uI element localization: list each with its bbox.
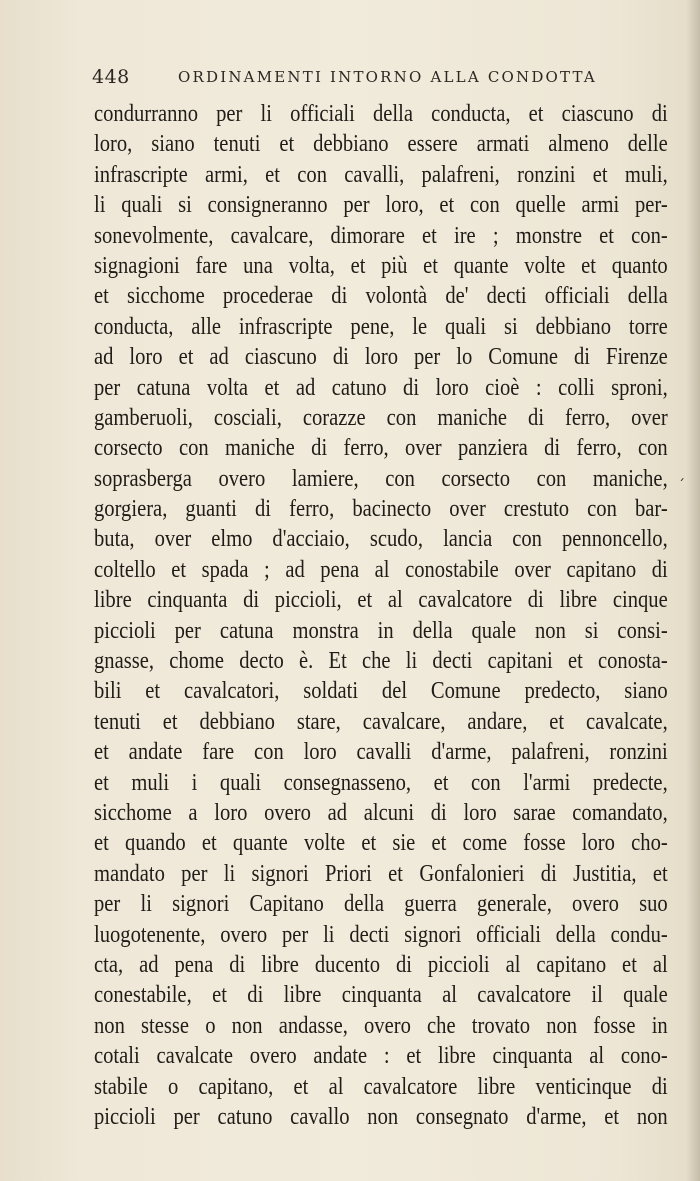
text-line: piccioli per catuna monstra in della quale non si consi- [94,616,668,644]
text-line: corsecto con maniche di ferro, over panziera di ferro, con [94,434,668,462]
text-line: infrascripte armi, et con cavalli, palafreni, ronzini et muli, [94,160,668,188]
page-edge-shadow [686,0,700,1181]
text-line: gorgiera, guanti di ferro, bacinecto over crestuto con bar- [94,495,668,523]
text-line: bili et cavalcatori, soldati del Comune predecto, siano [94,677,668,705]
text-line: gnasse, chome decto è. Et che li decti capitani et conosta- [94,647,668,675]
text-line: sonevolmente, cavalcare, dimorare et ire ; monstre et con- [94,221,668,249]
page-number: 448 [92,66,130,88]
text-line: cta, ad pena di libre ducento di piccioli al capitano et al [94,950,668,978]
margin-mark: ´ [678,478,685,494]
text-line: sicchome a loro overo ad alcuni di loro sarae comandato, [94,798,668,826]
text-line: et andate fare con loro cavalli d'arme, palafreni, ronzini [94,738,668,766]
text-line: ad loro et ad ciascuno di loro per lo Comune di Firenze [94,343,668,371]
text-line: et quando et quante volte et sie et come fosse loro cho- [94,829,668,857]
text-line: tenuti et debbiano stare, cavalcare, andare, et cavalcate, [94,707,668,735]
body-text [94,99,668,1132]
running-title: ORDINAMENTI INTORNO ALLA CONDOTTA [178,68,597,86]
text-line: li quali si consigneranno per loro, et con quelle armi per- [94,191,668,219]
text-line: et muli i quali consegnasseno, et con l'armi predecte, [94,768,668,796]
text-line: luogotenente, overo per li decti signori officiali della condu- [94,920,668,948]
text-line: per catuna volta et ad catuno di loro cioè : colli sproni, [94,373,668,401]
text-line: conducta, alle infrascripte pene, le quali si debbiano torre [94,312,668,340]
text-line: mandato per li signori Priori et Gonfalonieri di Justitia, et [94,859,668,887]
text-line: coltello et spada ; ad pena al conostabile over capitano di [94,555,668,583]
text-line: condurranno per li officiali della conducta, et ciascuno di [94,100,668,127]
text-line: loro, siano tenuti et debbiano essere armati almeno delle [94,130,668,158]
text-line: buta, over elmo d'acciaio, scudo, lancia con pennoncello, [94,525,668,553]
text-line: non stesse o non andasse, overo che trovato non fosse in [94,1011,668,1039]
text-line: conestabile, et di libre cinquanta al cavalcatore il quale [94,981,668,1009]
text-line: per li signori Capitano della guerra generale, overo suo [94,890,668,918]
text-line: soprasberga overo lamiere, con corsecto con maniche, [94,464,668,492]
running-header [92,66,672,92]
text-line: piccioli per catuno cavallo non consegnato d'arme, et non [94,1102,668,1130]
text-line: libre cinquanta di piccioli, et al cavalcatore di libre cinque [94,586,668,614]
text-line: gamberuoli, cosciali, corazze con maniche di ferro, over [94,403,668,431]
text-line: signagioni fare una volta, et più et quante volte et quanto [94,251,668,279]
text-line: cotali cavalcate overo andate : et libre cinquanta al cono- [94,1042,668,1070]
text-line: stabile o capitano, et al cavalcatore libre venticinque di [94,1072,668,1100]
text-line: et sicchome procederae di volontà de' decti officiali della [94,282,668,310]
